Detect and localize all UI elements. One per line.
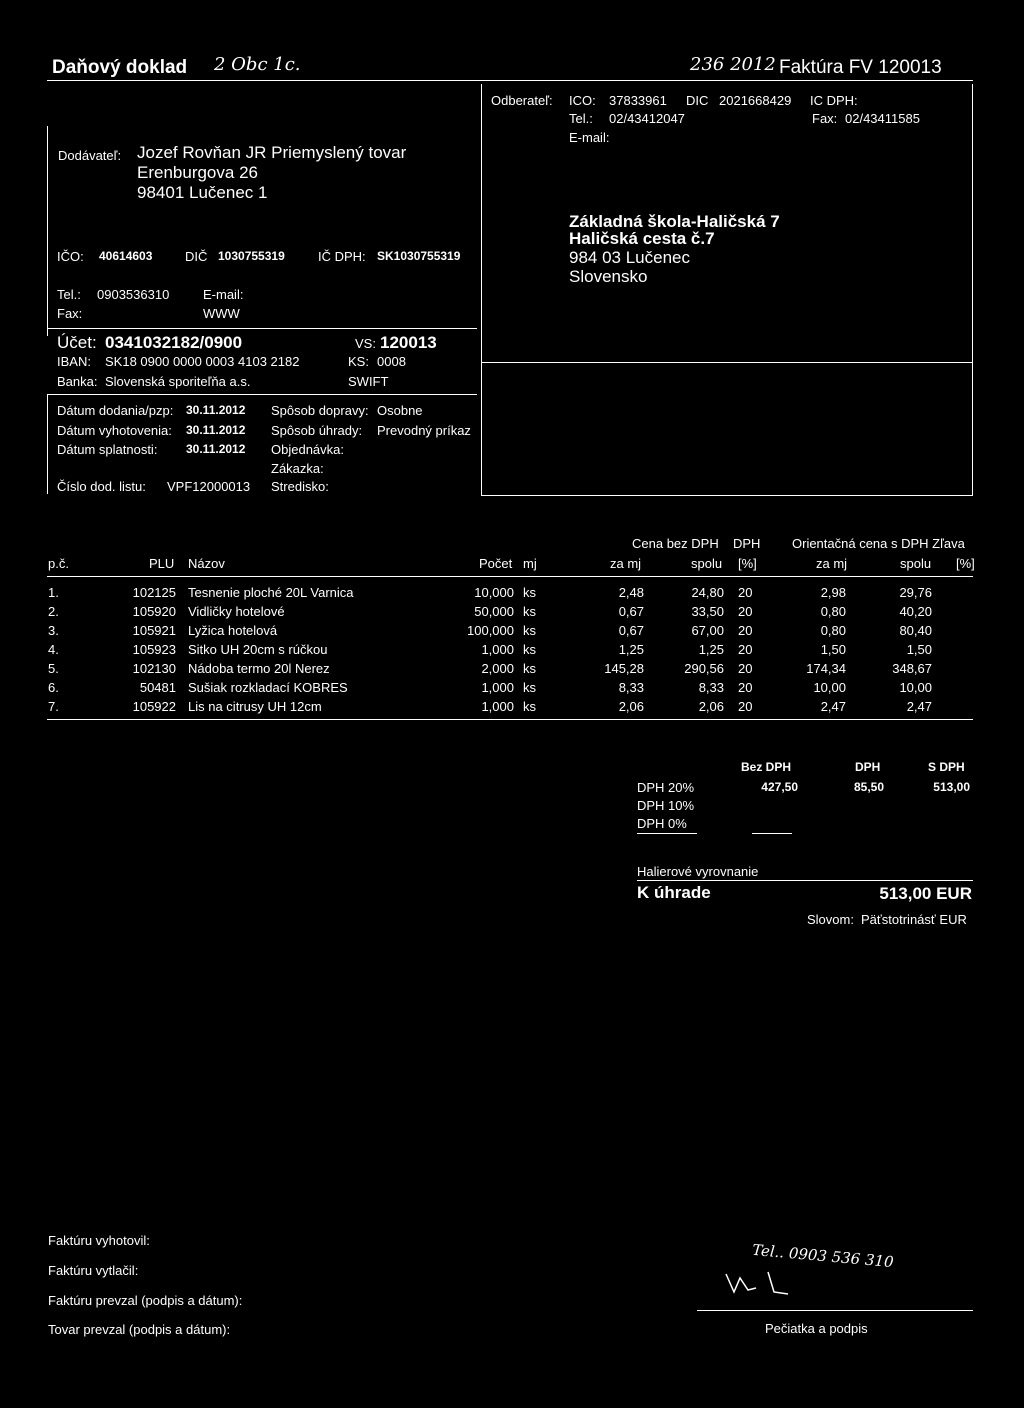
cell-unit-price-vat: 174,34 (806, 661, 846, 676)
summary-col-vat: DPH (855, 760, 881, 774)
vat20-base: 427,50 (761, 780, 798, 794)
vat20-vat: 85,50 (853, 780, 884, 794)
cell-name: Nádoba termo 20l Nerez (188, 661, 330, 676)
col-header-unit: za mj (610, 556, 642, 571)
cell-plu: 105923 (132, 642, 176, 657)
cell-total: 24,80 (691, 585, 724, 600)
transport-label: Spôsob dopravy: (271, 403, 369, 418)
bank-name: Slovenská sporiteľňa a.s. (105, 374, 251, 389)
cell-total-vat: 1,50 (906, 642, 932, 657)
customer-tel: 02/43412047 (609, 111, 685, 126)
issue-date-label: Dátum vyhotovenia: (57, 423, 172, 438)
vs-value: 120013 (380, 333, 437, 352)
col-header-total: spolu (691, 556, 723, 571)
handwritten-note-right: 236 2012 (690, 54, 776, 75)
supplier-street: Erenburgova 26 (137, 163, 258, 182)
cell-unit-price: 8,33 (618, 680, 644, 695)
payment-label: Spôsob úhrady: (271, 423, 363, 438)
order-label: Objednávka: (271, 442, 344, 457)
cell-vat: 20 (738, 623, 753, 638)
cell-qty: 10,000 (474, 585, 514, 600)
signature-scribble (722, 1268, 792, 1304)
customer-email-label: E-mail: (569, 130, 610, 145)
cell-pc: 1. (48, 585, 59, 600)
customer-divider (481, 362, 973, 363)
cell-plu: 105920 (132, 604, 176, 619)
document-type: Daňový doklad (52, 57, 188, 78)
cell-mj: ks (523, 623, 536, 638)
cell-unit-price: 0,67 (618, 623, 644, 638)
cell-vat: 20 (738, 642, 753, 657)
contract-label: Zákazka: (271, 461, 324, 476)
cell-unit-price-vat: 0,80 (820, 623, 846, 638)
cell-unit-price-vat: 0,80 (820, 604, 846, 619)
supplier-city: 98401 Lučenec 1 (137, 183, 268, 202)
cell-qty: 2,000 (481, 661, 514, 676)
received-invoice-label: Faktúru prevzal (podpis a dátum): (48, 1293, 243, 1308)
table-bottom-divider (47, 719, 973, 720)
received-goods-label: Tovar prevzal (podpis a dátum): (48, 1322, 231, 1337)
cell-plu: 50481 (139, 680, 176, 695)
cell-total-vat: 2,47 (906, 699, 932, 714)
rounding-divider (637, 880, 973, 881)
supplier-name: Jozef Rovňan JR Priemyslený tovar (137, 143, 407, 162)
vat-underline (637, 833, 697, 834)
customer-ico: 37833961 (609, 93, 667, 108)
ks-value: 0008 (377, 354, 406, 369)
ks-label: KS: (348, 354, 369, 369)
delivery-note-label: Číslo dod. listu: (57, 479, 146, 494)
cell-total-vat: 10,00 (899, 680, 932, 695)
cell-plu: 105922 (132, 699, 176, 714)
cell-pc: 6. (48, 680, 59, 695)
amount-due: 513,00 EUR (879, 884, 972, 903)
payment-value: Prevodný príkaz (377, 423, 471, 438)
cell-unit-price: 1,25 (618, 642, 644, 657)
cell-vat: 20 (738, 585, 753, 600)
customer-box-left (481, 84, 482, 496)
bank-divider (47, 394, 477, 395)
cell-total: 33,50 (691, 604, 724, 619)
rounding-label: Halierové vyrovnanie (637, 864, 759, 879)
vat-base-underline (752, 833, 792, 834)
supplier-dic-label: DIČ (185, 249, 208, 264)
cell-pc: 4. (48, 642, 59, 657)
cell-qty: 100,000 (467, 623, 514, 638)
cell-total: 8,33 (698, 680, 724, 695)
cell-name: Sitko UH 20cm s rúčkou (188, 642, 328, 657)
cell-total: 290,56 (684, 661, 724, 676)
vat20-total: 513,00 (933, 780, 970, 794)
delivery-note-number: VPF12000013 (167, 479, 251, 494)
cell-name: Vidličky hotelové (188, 604, 285, 619)
supplier-icdph: SK1030755319 (377, 249, 461, 263)
cell-qty: 1,000 (481, 642, 514, 657)
cell-qty: 50,000 (474, 604, 514, 619)
table-header-divider (47, 576, 973, 577)
supplier-dic: 1030755319 (218, 249, 285, 263)
supplier-fax-label: Fax: (57, 306, 83, 321)
transport-value: Osobne (377, 403, 423, 418)
cell-name: Lyžica hotelová (188, 623, 278, 638)
cell-total-vat: 348,67 (892, 661, 932, 676)
summary-col-base: Bez DPH (741, 760, 792, 774)
invoice-title: Faktúra FV 120013 (779, 57, 942, 78)
amount-due-label: K úhrade (637, 883, 711, 902)
iban-value: SK18 0900 0000 0003 4103 2182 (105, 354, 300, 369)
supplier-tel: 0903536310 (97, 287, 170, 302)
supplier-email-label: E-mail: (203, 287, 244, 302)
header-divider (47, 80, 973, 81)
header-price-group: Cena bez DPH (632, 536, 719, 551)
cell-unit-price: 2,48 (618, 585, 644, 600)
dates-box-border (47, 394, 48, 494)
header-vat-group: DPH (733, 536, 761, 551)
cell-plu: 102130 (132, 661, 176, 676)
summary-col-total: S DPH (928, 760, 965, 774)
supplier-divider (47, 328, 477, 329)
header-orient-group: Orientačná cena s DPH Zľava (792, 536, 965, 551)
vat0-label: DPH 0% (637, 816, 687, 831)
cell-total-vat: 29,76 (899, 585, 932, 600)
bank-label: Banka: (57, 374, 98, 389)
col-header-total-vat: spolu (900, 556, 932, 571)
cell-mj: ks (523, 642, 536, 657)
customer-tel-label: Tel.: (569, 111, 593, 126)
customer-name: Základná škola-Haličská 7 (569, 212, 780, 231)
handwritten-note-left: 2 Obc 1c. (214, 54, 301, 75)
customer-dic: 2021668429 (719, 93, 792, 108)
issue-date: 30.11.2012 (186, 423, 246, 437)
cell-name: Lis na citrusy UH 12cm (188, 699, 322, 714)
supplier-ico-label: IČO: (57, 249, 84, 264)
customer-city: 984 03 Lučenec (569, 248, 690, 267)
vat10-label: DPH 10% (637, 798, 695, 813)
col-header-qty: Počet (479, 556, 513, 571)
customer-box-right (972, 84, 973, 496)
cell-unit-price-vat: 1,50 (820, 642, 846, 657)
cell-total: 67,00 (691, 623, 724, 638)
printed-by-label: Faktúru vytlačil: (48, 1263, 139, 1278)
vat20-label: DPH 20% (637, 780, 695, 795)
cell-mj: ks (523, 585, 536, 600)
cell-mj: ks (523, 680, 536, 695)
iban-label: IBAN: (57, 354, 91, 369)
cell-pc: 7. (48, 699, 59, 714)
cell-unit-price-vat: 10,00 (813, 680, 846, 695)
supplier-web: WWW (203, 306, 240, 321)
cell-unit-price: 2,06 (618, 699, 644, 714)
supplier-box-border (47, 126, 48, 336)
cell-name: Sušiak rozkladací KOBRES (188, 680, 348, 695)
customer-icdph-label: IC DPH: (810, 93, 858, 108)
delivery-date-label: Dátum dodania/pzp: (57, 403, 174, 418)
supplier-tel-label: Tel.: (57, 287, 81, 302)
cell-plu: 105921 (132, 623, 176, 638)
cell-vat: 20 (738, 680, 753, 695)
cell-mj: ks (523, 661, 536, 676)
cell-total: 1,25 (698, 642, 724, 657)
cell-unit-price: 145,28 (604, 661, 644, 676)
stamp-label: Pečiatka a podpis (765, 1321, 868, 1336)
customer-fax: 02/43411585 (845, 111, 920, 126)
amount-in-words: Päťstotrinásť EUR (861, 912, 967, 927)
col-header-discount: [%] (956, 556, 975, 571)
cell-total-vat: 40,20 (899, 604, 932, 619)
cell-qty: 1,000 (481, 680, 514, 695)
due-date-label: Dátum splatnosti: (57, 442, 158, 457)
supplier-icdph-label: IČ DPH: (318, 249, 366, 264)
words-label: Slovom: (807, 912, 854, 927)
cell-unit-price: 0,67 (618, 604, 644, 619)
supplier-label: Dodávateľ: (58, 148, 122, 163)
cell-qty: 1,000 (481, 699, 514, 714)
col-header-plu: PLU (149, 556, 175, 571)
swift-label: SWIFT (348, 374, 389, 389)
customer-fax-label: Fax: (812, 111, 838, 126)
cell-pc: 5. (48, 661, 59, 676)
cell-mj: ks (523, 699, 536, 714)
due-date: 30.11.2012 (186, 442, 246, 456)
delivery-date: 30.11.2012 (186, 403, 246, 417)
cell-vat: 20 (738, 699, 753, 714)
stamp-line (697, 1310, 973, 1311)
cell-unit-price-vat: 2,47 (820, 699, 846, 714)
cell-total-vat: 80,40 (899, 623, 932, 638)
cell-mj: ks (523, 604, 536, 619)
cell-name: Tesnenie ploché 20L Varnica (188, 585, 354, 600)
col-header-pct: [%] (738, 556, 757, 571)
customer-dic-label: DIC (686, 93, 709, 108)
cell-total: 2,06 (698, 699, 724, 714)
customer-box-bottom (481, 495, 973, 496)
cell-vat: 20 (738, 604, 753, 619)
customer-street: Haličská cesta č.7 (569, 229, 715, 248)
col-header-name: Názov (188, 556, 225, 571)
account-label: Účet: (57, 333, 97, 352)
vs-label: VS: (355, 336, 376, 351)
issued-by-label: Faktúru vyhotovil: (48, 1233, 150, 1248)
customer-label: Odberateľ: (491, 93, 553, 108)
cell-plu: 102125 (132, 585, 176, 600)
cell-unit-price-vat: 2,98 (820, 585, 846, 600)
col-header-mj: mj (523, 556, 537, 571)
supplier-ico: 40614603 (99, 249, 153, 263)
customer-ico-label: ICO: (569, 93, 596, 108)
stamp-phone: Tel.. 0903 536 310 (751, 1240, 895, 1272)
cell-pc: 3. (48, 623, 59, 638)
customer-country: Slovensko (569, 267, 648, 286)
col-header-pc: p.č. (48, 556, 69, 571)
cell-pc: 2. (48, 604, 59, 619)
center-label: Stredisko: (271, 479, 329, 494)
col-header-unit-vat: za mj (816, 556, 848, 571)
cell-vat: 20 (738, 661, 753, 676)
account-number: 0341032182/0900 (105, 333, 243, 352)
